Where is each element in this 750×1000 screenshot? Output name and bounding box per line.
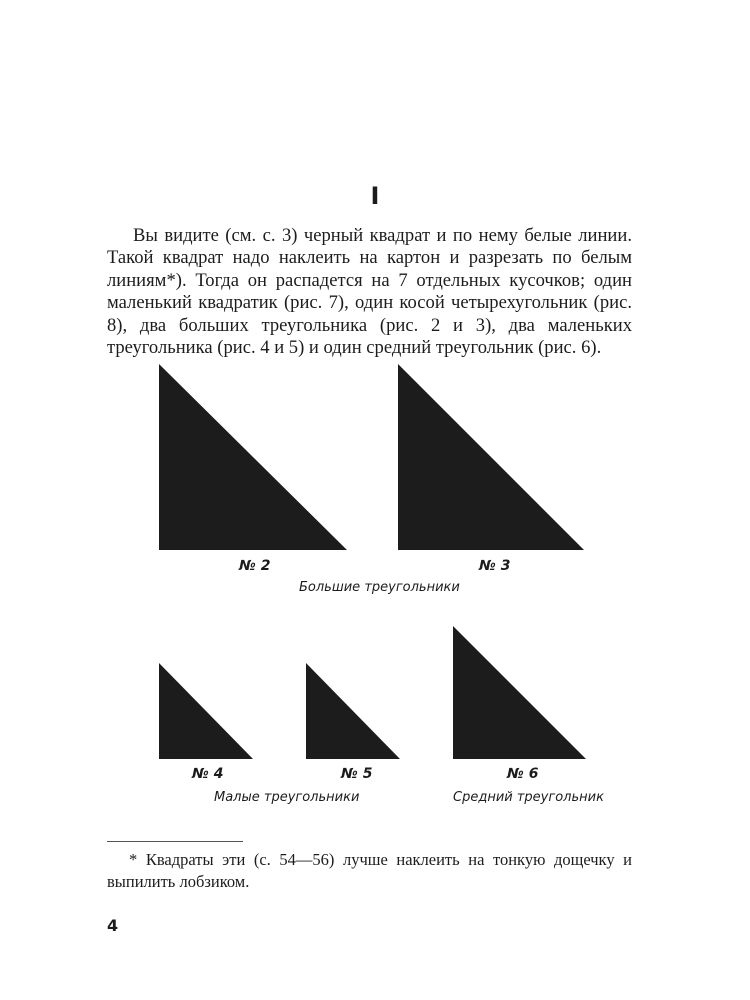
triangle-shape-3 [398,364,584,550]
chapter-number: I [370,182,380,210]
triangle-figure-3 [398,364,584,550]
footnote-divider [107,841,243,842]
triangle-figure-6 [453,626,586,759]
triangle-figure-5 [306,663,400,759]
caption-small-triangles: Малые треугольники [214,790,360,805]
body-text [107,225,632,359]
figure-label-3: № 3 [479,558,511,574]
triangle-shape-4 [159,663,253,759]
footnote [107,849,632,894]
figure-label-2: № 2 [239,558,271,574]
body-paragraph: Вы видите (см. с. 3) черный квадрат и по нему белые линии. Такой квадрат надо наклеить на картон и разрезать по белым линиям*). Тогда он распадется на 7 отдельных кусочков; один маленький квадратик (рис. 7), один косой четырехугольник (рис. 8), два больших треугольника (рис. 2 и 3), два маленьких треугольника (рис. 4 и 5) и один средний треугольник (рис. 6). [107,225,632,359]
footnote-text: * Квадраты эти (с. 54—56) лучше наклеить на тонкую дощечку и выпилить лобзиком. [107,850,632,892]
caption-large-triangles: Большие треугольники [299,580,460,595]
triangle-figure-4 [159,663,253,759]
triangle-shape-5 [306,663,400,759]
figure-label-4: № 4 [192,766,224,782]
caption-medium-triangle: Средний треугольник [453,790,604,805]
triangle-shape-6 [453,626,586,759]
triangle-figure-2 [159,364,347,550]
figure-label-6: № 6 [507,766,539,782]
triangle-shape-2 [159,364,347,550]
figure-label-5: № 5 [341,766,373,782]
page-number: 4 [107,916,119,935]
